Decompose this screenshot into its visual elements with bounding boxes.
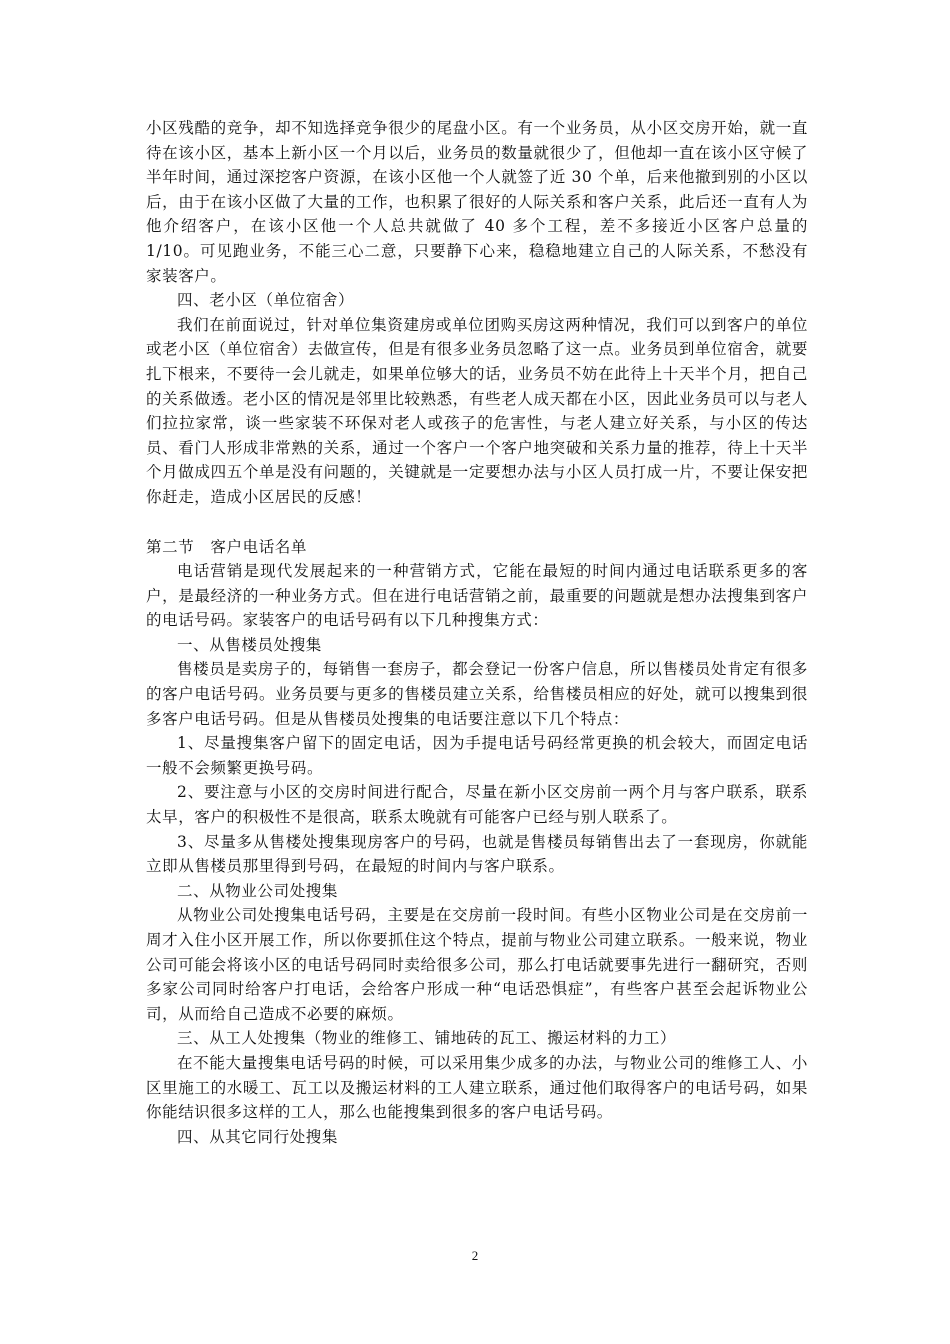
section-heading: 第二节 客户电话名单 [146, 537, 308, 556]
section-spacer [146, 510, 808, 535]
page-number: 2 [471, 1248, 479, 1263]
subsection-heading: 一、从售楼员处搜集 [177, 635, 322, 654]
body-paragraph: 我们在前面说过，针对单位集资建房或单位团购买房这两种情况，我们可以到客户的单位或老小区（单位宿舍）去做宣传，但是有很多业务员忽略了这一点。业务员到单位宿舍，就要扎下根来，不要待一会儿就走，如果单位够大的话，业务员不妨在此待上十天半个月，把自己的关系做透。老小区的情况是邻里比较熟悉，有些老人成天都在小区，因此业务员可以与老人们拉拉家常，谈一些家装不环保对老人或孩子的危害性，与老人建立好关系，与小区的传达员、看门人形成非常熟的关系，通过一个客户一个客户地突破和关系力量的推荐，待上十天半个月做成四五个单是没有问题的，关键就是一定要想办法与小区人员打成一片，不要让保安把你赶走，造成小区居民的反感！ [146, 315, 808, 506]
list-item: 1、尽量搜集客户留下的固定电话，因为手提电话号码经常更换的机会较大，而固定电话一般不会频繁更换号码。 [146, 734, 808, 777]
subsection-heading: 四、从其它同行处搜集 [177, 1127, 339, 1146]
body-paragraph: 小区残酷的竞争，却不知选择竞争很少的尾盘小区。有一个业务员，从小区交房开始，就一直待在该小区，基本上新小区一个月以后，业务员的数量就很少了，但他却一直在该小区守候了半年时间，通过深挖客户资源，在该小区他一个人就签了近 30 个单，后来他撤到别的小区以后，由于在该小区做了大量的工作，也积累了很好的人际关系和客户关系，此后还一直有人为他介绍客户，在该小区他一个人总共就做了 40 多个工程，差不多接近小区客户总量的 1/10。可见跑业务，不能三心二意，只要静下心来，稳稳地建立自己的人际关系，不愁没有家装客户。 [146, 119, 808, 285]
subsection-heading: 三、从工人处搜集（物业的维修工、铺地砖的瓦工、搬运材料的力工） [177, 1029, 677, 1048]
document-body [146, 116, 808, 1149]
body-paragraph: 在不能大量搜集电话号码的时候，可以采用集少成多的办法，与物业公司的维修工人、小区里施工的水暖工、瓦工以及搬运材料的工人建立联系，通过他们取得客户的电话号码，如果你能结识很多这样的工人，那么也能搜集到很多的客户电话号码。 [146, 1053, 808, 1122]
body-paragraph: 从物业公司处搜集电话号码，主要是在交房前一段时间。有些小区物业公司是在交房前一周才入住小区开展工作，所以你要抓住这个特点，提前与物业公司建立联系。一般来说，物业公司可能会将该小区的电话号码同时卖给很多公司，那么打电话就要事先进行一翻研究，否则多家公司同时给客户打电话，会给客户形成一种“电话恐惧症”，有些客户甚至会起诉物业公司，从而给自己造成不必要的麻烦。 [146, 906, 808, 1023]
body-paragraph: 售楼员是卖房子的，每销售一套房子，都会登记一份客户信息，所以售楼员处肯定有很多的客户电话号码。业务员要与更多的售楼员建立关系，给售楼员相应的好处，就可以搜集到很多客户电话号码。但是从售楼员处搜集的电话要注意以下几个特点： [146, 660, 808, 728]
subsection-heading: 四、老小区（单位宿舍） [177, 291, 355, 310]
body-paragraph: 电话营销是现代发展起来的一种营销方式，它能在最短的时间内通过电话联系更多的客户，是最经济的一种业务方式。但在进行电话营销之前，最重要的问题就是想办法搜集到客户的电话号码。家装客户的电话号码有以下几种搜集方式： [146, 562, 808, 630]
subsection-heading: 二、从物业公司处搜集 [177, 881, 339, 900]
list-item: 3、尽量多从售楼处搜集现房客户的号码，也就是售楼员每销售出去了一套现房，你就能立即从售楼员那里得到号码，在最短的时间内与客户联系。 [146, 832, 808, 876]
list-item: 2、要注意与小区的交房时间进行配合，尽量在新小区交房前一两个月与客户联系，联系太早，客户的积极性不是很高，联系太晚就有可能客户已经与别人联系了。 [146, 783, 808, 827]
